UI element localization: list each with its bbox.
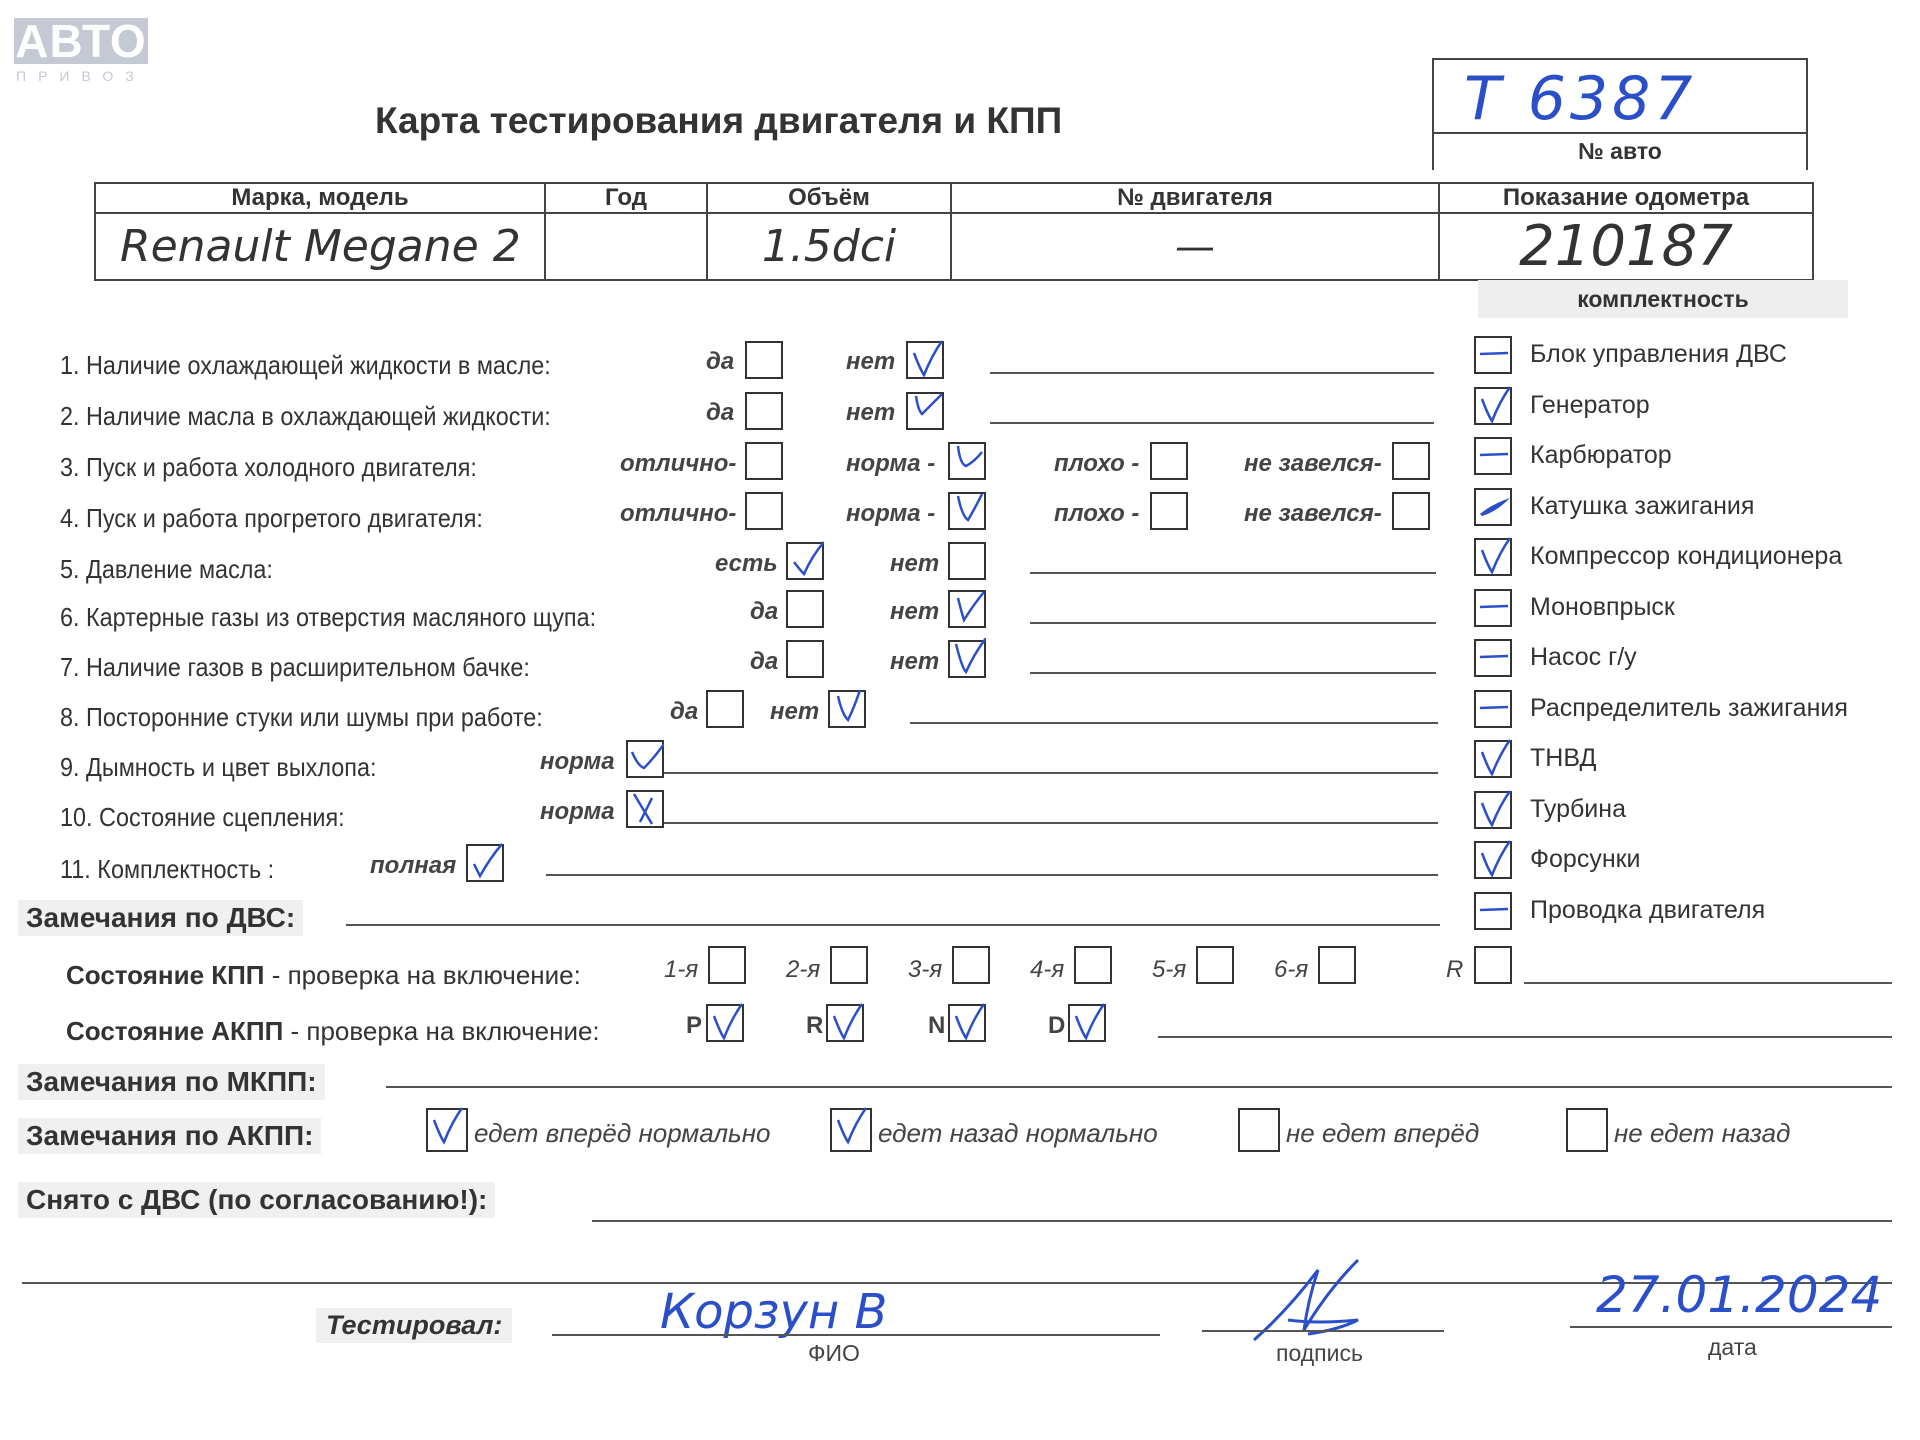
check-icon	[790, 540, 824, 580]
checkbox-akpp-pos[interactable]	[948, 1004, 986, 1042]
checkbox-q9-norma[interactable]	[626, 740, 664, 778]
opt-label: нет	[890, 598, 940, 625]
checkbox-akpp-note[interactable]	[830, 1108, 872, 1152]
col-engine-no: № двигателя	[951, 183, 1439, 213]
signature-label: подпись	[1276, 1340, 1363, 1366]
signature-icon	[1248, 1250, 1378, 1350]
akpp-pos-label: R	[806, 1012, 824, 1039]
checkbox-q11-polnaya[interactable]	[466, 844, 504, 882]
kpp-check-label: Состояние КПП - проверка на включение:	[66, 960, 581, 990]
dash-icon	[1478, 890, 1512, 930]
opt-label: плохо -	[1054, 450, 1140, 477]
checkbox-q4-otl[interactable]	[745, 492, 783, 530]
opt-label: есть	[715, 550, 778, 577]
opt-label: норма	[540, 748, 615, 775]
check-icon	[1478, 789, 1512, 829]
checkbox-kit[interactable]	[1474, 841, 1512, 879]
gear-label: 6-я	[1274, 956, 1309, 983]
checkbox-gear[interactable]	[952, 946, 990, 984]
gear-label: R	[1446, 956, 1464, 983]
opt-label: плохо -	[1054, 500, 1140, 527]
dash-icon	[1478, 435, 1512, 475]
gear-label: 1-я	[664, 956, 699, 983]
kit-item-label: Блок управления ДВС	[1530, 340, 1787, 368]
checkbox-gear[interactable]	[1318, 946, 1356, 984]
gear-label: 5-я	[1152, 956, 1187, 983]
kit-item-label: Компрессор кондиционера	[1530, 542, 1843, 570]
checkbox-q8-net[interactable]	[828, 690, 866, 728]
check-icon	[832, 688, 866, 728]
checkbox-gear[interactable]	[708, 946, 746, 984]
kit-item-label: Распределитель зажигания	[1530, 693, 1848, 722]
checkbox-q3-norma[interactable]	[948, 442, 986, 480]
checkbox-kit[interactable]	[1474, 538, 1512, 576]
question-2: 2. Наличие масла в охлаждающей жидкости:	[60, 401, 551, 431]
akpp-note-label: едет вперёд нормально	[474, 1118, 771, 1148]
check-icon	[952, 588, 986, 628]
car-number-value: T 6387	[1464, 64, 1697, 134]
kit-item-label: Генератор	[1530, 390, 1650, 419]
odometer-value: 210187	[1439, 213, 1813, 280]
checkbox-gear[interactable]	[1074, 946, 1112, 984]
logo-sub: ПРИВОЗ	[16, 68, 146, 84]
checkbox-kit[interactable]	[1474, 791, 1512, 829]
checkbox-kit[interactable]	[1474, 488, 1512, 526]
akpp-pos-label: N	[928, 1012, 946, 1039]
volume-value: 1.5dci	[707, 213, 951, 280]
opt-label: нет	[846, 348, 896, 375]
opt-label: да	[750, 598, 779, 625]
checkbox-gear[interactable]	[830, 946, 868, 984]
checkbox-kit[interactable]	[1474, 387, 1512, 425]
opt-label: норма	[540, 798, 615, 825]
opt-label: да	[706, 348, 735, 375]
checkbox-kit[interactable]	[1474, 336, 1512, 374]
checkbox-q4-nez[interactable]	[1392, 492, 1430, 530]
question-4: 4. Пуск и работа прогретого двигателя:	[60, 503, 483, 533]
check-icon	[1478, 385, 1512, 425]
checkbox-akpp-pos[interactable]	[706, 1004, 744, 1042]
date-label: дата	[1708, 1334, 1757, 1360]
check-icon	[710, 1002, 744, 1042]
tested-label: Тестировал:	[316, 1308, 512, 1343]
checkbox-kit[interactable]	[1474, 740, 1512, 778]
checkbox-q5-est[interactable]	[786, 542, 824, 580]
opt-label: да	[750, 648, 779, 675]
akpp-pos-label: P	[686, 1012, 703, 1039]
col-volume: Объём	[707, 183, 951, 213]
opt-label: да	[670, 698, 699, 725]
question-6: 6. Картерные газы из отверстия масляного щупа:	[60, 602, 597, 632]
checkbox-q2-net[interactable]	[906, 392, 944, 430]
dash-icon	[1478, 688, 1512, 728]
checkbox-q5-net[interactable]	[948, 542, 986, 580]
question-10: 10. Состояние сцепления:	[60, 802, 345, 832]
checkbox-akpp-note[interactable]	[1566, 1108, 1608, 1152]
check-icon	[470, 842, 504, 882]
checkbox-q2-da[interactable]	[745, 392, 783, 430]
kit-item-label: Насос г/у	[1530, 643, 1637, 671]
opt-label: отлично-	[620, 450, 737, 477]
question-8: 8. Посторонние стуки или шумы при работе:	[60, 702, 543, 732]
cross-icon	[630, 788, 664, 828]
check-icon	[952, 1002, 986, 1042]
checkbox-kit[interactable]	[1474, 690, 1512, 728]
checkbox-q6-da[interactable]	[786, 590, 824, 628]
checkbox-akpp-note[interactable]	[1238, 1108, 1280, 1152]
check-icon	[834, 1106, 868, 1146]
opt-label: не завелся-	[1244, 450, 1382, 477]
question-9: 9. Дымность и цвет выхлопа:	[60, 752, 377, 782]
checkbox-q4-norma[interactable]	[948, 492, 986, 530]
check-icon	[1072, 1002, 1106, 1042]
opt-label: норма -	[846, 500, 936, 527]
opt-label: нет	[890, 550, 940, 577]
gear-label: 3-я	[908, 956, 943, 983]
document-title: Карта тестирования двигателя и КПП	[375, 100, 1063, 141]
kit-item-label: Карбюратор	[1530, 441, 1672, 469]
check-icon	[830, 1002, 864, 1042]
removed-label: Снято с ДВС (по согласованию!):	[18, 1182, 495, 1218]
opt-label: полная	[370, 852, 457, 879]
col-model: Марка, модель	[95, 183, 545, 213]
check-icon	[630, 738, 664, 778]
checkbox-q6-net[interactable]	[948, 590, 986, 628]
akpp-note-label: не едет назад	[1614, 1118, 1791, 1148]
gear-label: 4-я	[1030, 956, 1065, 983]
check-icon	[952, 490, 986, 530]
logo-main: АВТО	[15, 15, 147, 67]
kit-item-label: Турбина	[1530, 794, 1626, 823]
checkbox-q3-ploho[interactable]	[1150, 442, 1188, 480]
kit-item-label: Форсунки	[1530, 845, 1641, 873]
opt-label: не завелся-	[1244, 500, 1382, 527]
checkbox-kit[interactable]	[1474, 639, 1512, 677]
checkbox-kit[interactable]	[1474, 892, 1512, 930]
checkbox-q4-ploho[interactable]	[1150, 492, 1188, 530]
checkbox-akpp-pos[interactable]	[826, 1004, 864, 1042]
checkbox-q3-nez[interactable]	[1392, 442, 1430, 480]
akpp-note-label: не едет вперёд	[1286, 1118, 1480, 1148]
kit-item-label: ТНВД	[1530, 744, 1597, 772]
question-7: 7. Наличие газов в расширительном бачке:	[60, 652, 530, 682]
date-value: 27.01.2024	[1596, 1266, 1883, 1324]
opt-label: отлично-	[620, 500, 737, 527]
checkbox-q1-net[interactable]	[906, 341, 944, 379]
kit-item-label: Катушка зажигания	[1530, 491, 1755, 520]
question-1: 1. Наличие охлаждающей жидкости в масле:	[60, 350, 551, 380]
akpp-remarks-label: Замечания по АКПП:	[18, 1118, 321, 1154]
mkpp-remarks-label: Замечания по МКПП:	[18, 1064, 325, 1100]
dvs-remarks-label: Замечания по ДВС:	[18, 900, 303, 936]
check-icon	[952, 440, 986, 480]
checkbox-kit[interactable]	[1474, 437, 1512, 475]
dash-icon	[1478, 637, 1512, 677]
checkbox-akpp-note[interactable]	[426, 1108, 468, 1152]
kit-item-label: Моновпрыск	[1530, 592, 1675, 621]
car-number-label: № авто	[1578, 138, 1662, 164]
col-year: Год	[545, 183, 707, 213]
checkbox-gear[interactable]	[1474, 946, 1512, 984]
dash-icon	[1478, 334, 1512, 374]
opt-label: нет	[890, 648, 940, 675]
question-3: 3. Пуск и работа холодного двигателя:	[60, 452, 477, 482]
akpp-pos-label: D	[1048, 1012, 1066, 1039]
akpp-check-label: Состояние АКПП - проверка на включение:	[66, 1016, 600, 1046]
logo	[14, 15, 150, 84]
checkbox-q1-da[interactable]	[745, 341, 783, 379]
opt-label: нет	[770, 698, 820, 725]
car-number-box	[1432, 58, 1808, 170]
check-icon	[910, 339, 944, 379]
checkbox-gear[interactable]	[1196, 946, 1234, 984]
checkbox-q3-otl[interactable]	[745, 442, 783, 480]
gear-label: 2-я	[786, 956, 821, 983]
check-icon	[910, 390, 944, 430]
checkbox-kit[interactable]	[1474, 589, 1512, 627]
question-5: 5. Давление масла:	[60, 554, 273, 584]
akpp-note-label: едет назад нормально	[878, 1118, 1158, 1148]
scribble-icon	[1478, 486, 1512, 526]
fio-label: ФИО	[808, 1340, 860, 1366]
opt-label: да	[706, 399, 735, 426]
year-value	[545, 213, 707, 280]
vehicle-info-table	[94, 182, 1814, 281]
col-odometer: Показание одометра	[1439, 183, 1813, 213]
check-icon	[1478, 738, 1512, 778]
checkbox-akpp-pos[interactable]	[1068, 1004, 1106, 1042]
check-icon	[952, 638, 986, 678]
opt-label: нет	[846, 399, 896, 426]
check-icon	[430, 1106, 464, 1146]
checkbox-q8-da[interactable]	[706, 690, 744, 728]
question-11: 11. Комплектность :	[60, 854, 275, 884]
opt-label: норма -	[846, 450, 936, 477]
model-value: Renault Megane 2	[95, 213, 545, 280]
checkbox-q10-norma[interactable]	[626, 790, 664, 828]
dash-icon	[1478, 587, 1512, 627]
kit-title: комплектность	[1478, 280, 1848, 318]
engine-no-value: —	[951, 213, 1439, 280]
tester-name: Корзун В	[660, 1284, 888, 1340]
check-icon	[1478, 839, 1512, 879]
kit-item-label: Проводка двигателя	[1530, 895, 1766, 924]
checkbox-q7-net[interactable]	[948, 640, 986, 678]
check-icon	[1478, 536, 1512, 576]
checkbox-q7-da[interactable]	[786, 640, 824, 678]
